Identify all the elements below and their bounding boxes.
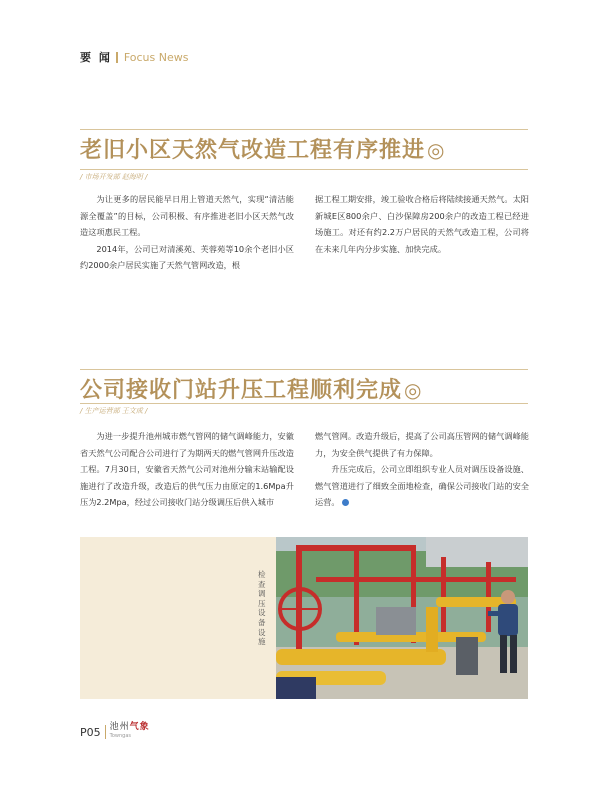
photo-illustration (276, 537, 528, 699)
photo-caption: 检查调压设备设施 (258, 570, 266, 647)
headline-rule-bottom (80, 169, 528, 170)
title-ring-icon: ◎ (404, 378, 423, 402)
paragraph: 为进一步提升池州城市燃气管网的储气调峰能力，安徽省天然气公司配合公司进行了为期两天的燃气管网升压改造工程。7月30日，安徽省天然气公司对池州分输末站输配设施进行了改造升级，改造后的供气压力由原定的1.6Mpa升压为2.2Mpa，经过公司接收门站分级调压后供入城市 (80, 431, 294, 508)
article2-column-1 (80, 428, 294, 511)
end-mark-icon (342, 499, 349, 506)
paragraph (315, 461, 529, 511)
paragraph: 为让更多的居民能早日用上管道天然气，实现“清洁能源全覆盖”的目标，公司积极、有序推进老旧小区天然气改造这项惠民工程。 (80, 194, 294, 238)
paragraph-text: 升压完成后，公司立即组织专业人员对调压设备设施、燃气管道进行了细致全面地检查，确保公司接收门站的安全运营。 (315, 464, 529, 508)
article1-column-1 (80, 191, 294, 274)
article2-title (80, 376, 422, 405)
brand-name-part2: 气象 (129, 722, 150, 732)
brand-logo (110, 723, 150, 741)
photo-gas-station (276, 537, 528, 699)
article1-column-2 (315, 191, 529, 257)
page-number: P05 (80, 725, 101, 739)
headline-rule-top (80, 129, 528, 130)
paragraph: 2014年，公司已对清溪苑、芙蓉苑等10余个老旧小区约2000余户居民实施了天然气管网改造，根 (80, 243, 294, 271)
article2-byline: / 生产运营部 王文成 / (80, 407, 148, 415)
brand-name-part1: 池州 (109, 722, 130, 732)
paragraph: 燃气管网。改造升级后，提高了公司高压管网的储气调峰能力，为安全供气提供了有力保障。 (315, 431, 529, 458)
page-footer (80, 722, 150, 742)
footer-divider (105, 725, 106, 739)
article2-title-text: 公司接收门站升压工程顺利完成 (80, 378, 403, 403)
title-ring-icon: ◎ (427, 138, 446, 162)
section-divider (116, 52, 118, 63)
article2-column-2 (315, 428, 529, 511)
article1-byline: / 市场开发部 赵海明 / (80, 173, 148, 181)
section-title-cn: 要 闻 (80, 51, 112, 64)
section-header (80, 49, 188, 65)
brand-name-cn (110, 723, 150, 732)
headline-rule-bottom (80, 403, 528, 404)
article1-title-text: 老旧小区天然气改造工程有序推进 (80, 138, 426, 163)
headline-rule-top (80, 369, 528, 370)
section-title-en: Focus News (123, 50, 189, 64)
paragraph: 据工程工期安排，竣工验收合格后将陆续接通天然气。太阳新城E区800余户、白沙保障房200余户的改造工程已经进场施工。对还有约2.2万户居民的天然气改造工程，公司将在未来几年内分步实施、加快完成。 (315, 194, 529, 254)
article1-title (80, 136, 445, 165)
brand-name-en: Towngas (109, 733, 132, 739)
